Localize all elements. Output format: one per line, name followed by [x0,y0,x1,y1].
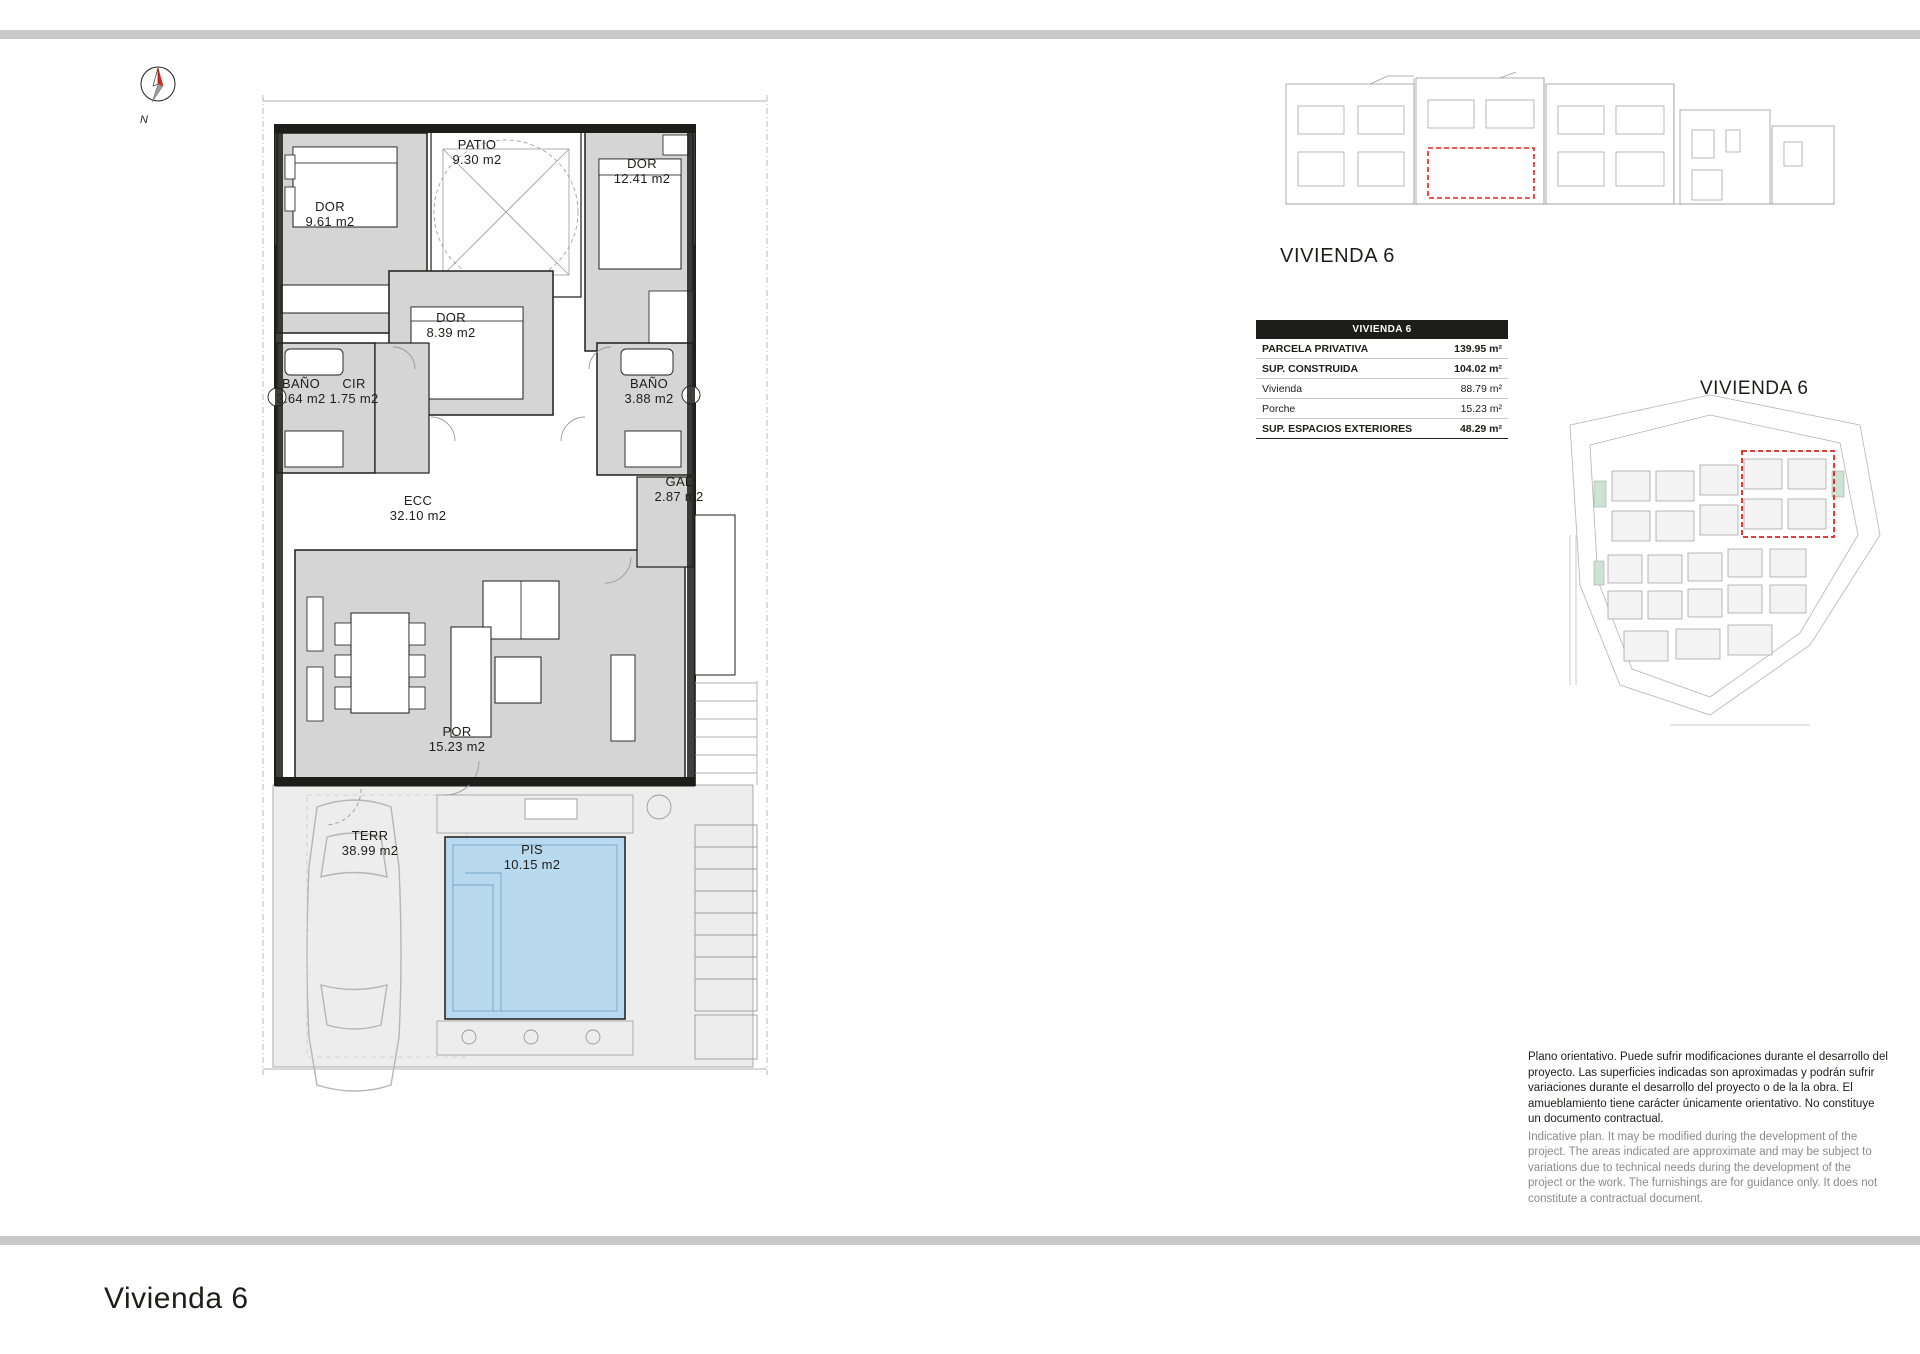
room-label [342,828,399,858]
bottom-divider-rule [0,1236,1920,1245]
room-label [614,156,671,186]
row-value: 104.02 m² [1440,359,1508,379]
room-name: DOR [436,310,466,325]
room-area: 15.23 m2 [428,739,486,754]
room-name: POR [442,724,472,739]
room-name: TERR [351,828,389,843]
table-row [1256,339,1508,359]
room-label [329,376,378,406]
disclaimer-spanish: Plano orientativo. Puede sufrir modificaciones durante el desarrollo del proyecto. Las superficies indicadas son aproximadas y podrán sufrir variaciones durante el desarrollo del proyecto o de la la obra. El amueblamiento tiene carácter únicamente orientativo. No constituye un documento contractual. [1528,1051,1888,1125]
room-area: 3.64 m2 [276,391,326,406]
room-label [390,493,447,523]
north-label: N [140,114,148,126]
room-label [426,310,475,340]
table-row [1256,359,1508,379]
table-row [1256,419,1508,439]
room-name: DOR [627,156,657,171]
floor-plan-drawing [255,95,895,1195]
room-area: 8.39 m2 [426,325,476,340]
room-name: CIR [342,376,366,391]
row-label: Porche [1256,399,1440,419]
room-label [654,474,703,504]
room-label [276,376,325,406]
row-value: 139.95 m² [1440,339,1508,359]
row-value: 15.23 m² [1440,399,1508,419]
elevation-drawing [1280,70,1840,230]
building-elevation [1280,70,1840,230]
room-name: BAÑO [281,376,321,391]
row-label: PARCELA PRIVATIVA [1256,339,1440,359]
room-label [305,199,354,229]
table-row [1256,399,1508,419]
room-label [504,842,561,872]
room-area: 9.61 m2 [305,214,355,229]
floor-plan [255,95,895,1195]
room-area: 12.41 m2 [613,171,671,186]
site-plan-drawing [1560,385,1910,765]
page-title: Vivienda 6 [104,1282,249,1315]
top-divider-rule [0,30,1920,39]
site-plan [1560,385,1910,765]
room-area: 38.99 m2 [341,843,399,858]
room-name: GAL [665,474,693,489]
disclaimer [1528,1050,1888,1207]
row-label: Vivienda [1256,379,1440,399]
table-header: VIVIENDA 6 [1256,320,1508,339]
north-arrow [132,62,192,132]
elevation-caption: VIVIENDA 6 [1280,245,1395,267]
room-area: 10.15 m2 [503,857,561,872]
room-area: 9.30 m2 [452,152,502,167]
row-label: SUP. CONSTRUIDA [1256,359,1440,379]
row-label: SUP. ESPACIOS EXTERIORES [1256,419,1440,439]
room-label [452,137,501,167]
site-plan-caption: VIVIENDA 6 [1700,378,1809,399]
room-area: 2.87 m2 [654,489,704,504]
room-label [624,376,673,406]
room-name: PIS [521,842,543,857]
room-area: 1.75 m2 [329,391,379,406]
surface-area-table [1256,320,1508,439]
room-name: BAÑO [629,376,669,391]
room-name: DOR [315,199,345,214]
row-value: 48.29 m² [1440,419,1508,439]
room-name: PATIO [457,137,497,152]
disclaimer-english: Indicative plan. It may be modified during the development of the project. The areas indicated are approximate and may be subject to variations due to technical needs during the development of the project or the work. The furnishings are for guidance only. It does not constitute a contractual document. [1528,1130,1878,1205]
room-label [429,724,486,754]
row-value: 88.79 m² [1440,379,1508,399]
table-row [1256,379,1508,399]
room-area: 3.88 m2 [624,391,674,406]
room-name: ECC [403,493,433,508]
room-area: 32.10 m2 [389,508,447,523]
